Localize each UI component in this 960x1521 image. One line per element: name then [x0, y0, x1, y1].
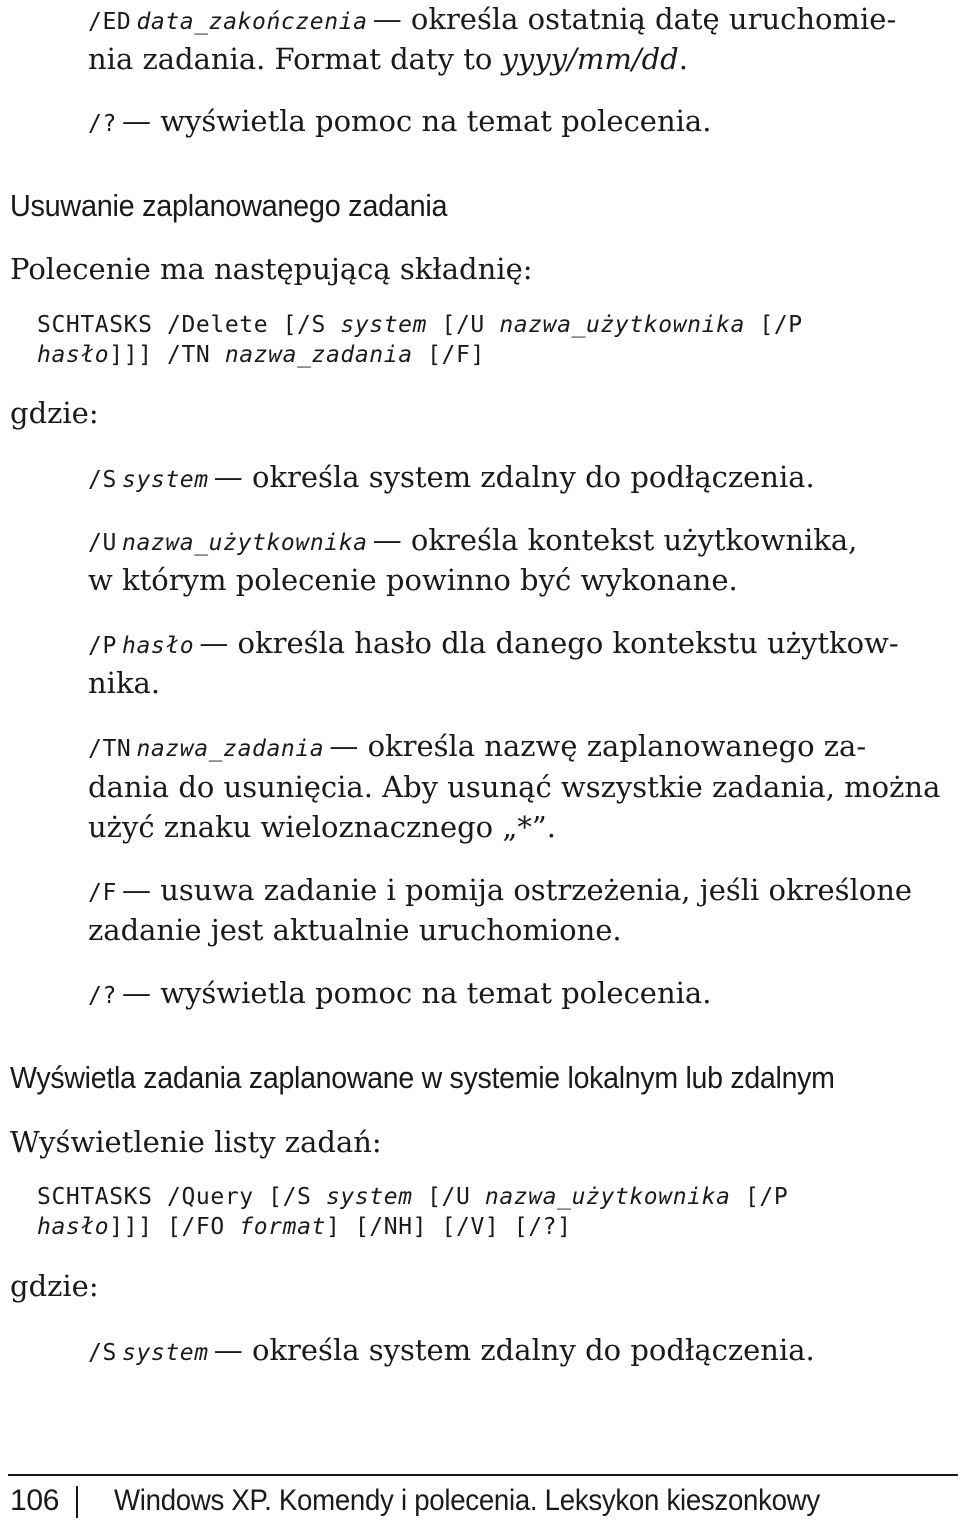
syntax-literal: [/P — [744, 312, 803, 338]
param-entry-help — [88, 976, 711, 1010]
param-code: /? — [88, 983, 117, 1009]
param-entry-s — [88, 1333, 815, 1367]
param-desc: — określa system zdalny do podłączenia. — [213, 460, 815, 494]
footer-rule — [8, 1474, 958, 1476]
syntax-literal: ]]] /TN — [109, 342, 225, 368]
param-arg: data_zakończenia — [136, 9, 368, 35]
page-number: 106 — [10, 1484, 60, 1517]
param-desc: — wyświetla pomoc na temat polecenia. — [122, 104, 712, 138]
syntax-intro: Polecenie ma następującą składnię: — [10, 252, 533, 286]
param-code: /F — [88, 880, 117, 906]
param-desc-cont: nika. — [88, 666, 161, 700]
param-entry-tn — [88, 729, 866, 763]
param-desc-cont: w którym polecenie powinno być wykonane. — [88, 563, 738, 597]
param-desc: — określa hasło dla danego kontekstu użytkow- — [199, 626, 899, 660]
syntax-argument: nazwa_użytkownika — [499, 312, 745, 338]
desc-text: . — [678, 42, 688, 76]
desc-text: nia zadania. Format daty to — [88, 42, 502, 76]
param-entry-p — [88, 626, 899, 660]
param-code: /? — [88, 111, 117, 137]
param-desc-cont: dania do usunięcia. Aby usunąć wszystkie zadania, można — [88, 770, 941, 804]
param-desc-cont: zadanie jest aktualnie uruchomione. — [88, 913, 622, 947]
syntax-line-2 — [37, 1214, 572, 1240]
param-entry-s — [88, 460, 815, 494]
param-arg: hasło — [122, 633, 195, 659]
param-code: /S — [88, 467, 117, 493]
syntax-argument: nazwa_użytkownika — [484, 1184, 731, 1210]
param-code: /ED — [88, 9, 132, 35]
syntax-literal: SCHTASKS /Delete [/S — [37, 312, 341, 338]
param-entry-u — [88, 523, 857, 557]
param-arg: system — [122, 1340, 209, 1366]
param-arg: nazwa_zadania — [136, 736, 325, 762]
syntax-literal: [/P — [730, 1184, 789, 1210]
syntax-line-1 — [37, 1184, 788, 1210]
param-code: /U — [88, 530, 117, 556]
where-label: gdzie: — [10, 1269, 99, 1303]
syntax-literal: ] [/NH] [/V] [/?] — [325, 1214, 572, 1240]
param-desc: — określa ostatnią datę uruchomie- — [372, 2, 897, 36]
param-entry-ed — [88, 2, 896, 36]
syntax-argument: format — [239, 1214, 326, 1240]
syntax-literal: ]]] [/FO — [109, 1214, 240, 1240]
param-code: /TN — [88, 736, 132, 762]
syntax-literal: [/U — [412, 1184, 485, 1210]
param-code: /S — [88, 1340, 117, 1366]
section-heading-query: Wyświetla zadania zaplanowane w systemie lokalnym lub zdalnym — [10, 1060, 835, 1095]
param-desc: — usuwa zadanie i pomija ostrzeżenia, jeśli określone — [122, 873, 913, 907]
syntax-argument: nazwa_zadania — [224, 342, 413, 368]
param-desc: — wyświetla pomoc na temat polecenia. — [122, 976, 712, 1010]
param-desc: — określa system zdalny do podłączenia. — [213, 1333, 815, 1367]
param-desc-cont — [88, 42, 688, 76]
syntax-argument: hasło — [37, 1214, 110, 1240]
param-code: /P — [88, 633, 117, 659]
syntax-line-1 — [37, 312, 803, 338]
syntax-argument: system — [325, 1184, 413, 1210]
param-entry-help — [88, 104, 711, 138]
syntax-argument: system — [340, 312, 428, 338]
footer-divider — [76, 1486, 78, 1518]
param-entry-f — [88, 873, 912, 907]
syntax-literal: [/U — [427, 312, 500, 338]
param-arg: system — [122, 467, 209, 493]
param-desc: — określa kontekst użytkownika, — [372, 523, 858, 557]
syntax-literal: [/F] — [412, 342, 485, 368]
where-label: gdzie: — [10, 396, 99, 430]
param-arg: nazwa_użytkownika — [122, 530, 368, 556]
date-format: yyyy/mm/dd — [501, 42, 679, 76]
section-heading-delete: Usuwanie zaplanowanego zadania — [10, 188, 448, 223]
syntax-line-2 — [37, 342, 485, 368]
param-desc-cont: użyć znaku wieloznacznego „*”. — [88, 810, 556, 844]
book-title: Windows XP. Komendy i polecenia. Leksykon kieszonkowy — [114, 1484, 820, 1517]
syntax-intro: Wyświetlenie listy zadań: — [10, 1125, 382, 1159]
param-desc: — określa nazwę zaplanowanego za- — [329, 729, 867, 763]
syntax-literal: SCHTASKS /Query [/S — [37, 1184, 326, 1210]
syntax-argument: hasło — [37, 342, 110, 368]
